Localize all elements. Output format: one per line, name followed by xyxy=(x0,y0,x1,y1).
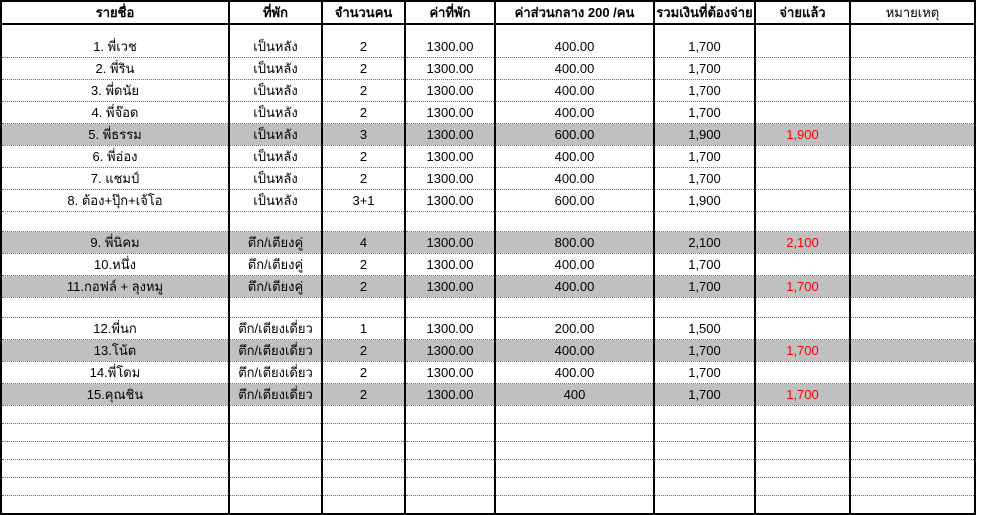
table-row xyxy=(1,124,975,146)
cell-cost[interactable] xyxy=(405,212,495,232)
cell-total[interactable]: 1,700 xyxy=(654,254,755,276)
cell-room[interactable]: เป็นหลัง xyxy=(229,58,322,80)
cell-total[interactable] xyxy=(654,478,755,496)
cell-cost[interactable]: 1300.00 xyxy=(405,58,495,80)
cell-total[interactable] xyxy=(654,442,755,460)
cell-total[interactable] xyxy=(654,496,755,515)
cell-common[interactable] xyxy=(495,212,654,232)
cell-room[interactable] xyxy=(229,496,322,515)
cell-count[interactable]: 2 xyxy=(322,362,405,384)
cell-note[interactable] xyxy=(850,384,975,406)
cell-count[interactable] xyxy=(322,496,405,515)
cell-name[interactable] xyxy=(1,442,229,460)
cell-room[interactable] xyxy=(229,442,322,460)
cell-paid[interactable] xyxy=(755,80,850,102)
cell-count[interactable] xyxy=(322,298,405,318)
cell-note[interactable] xyxy=(850,478,975,496)
blank-row xyxy=(1,24,975,36)
cell-cost[interactable] xyxy=(405,442,495,460)
cell-common[interactable]: 800.00 xyxy=(495,232,654,254)
cell-room[interactable] xyxy=(229,24,322,36)
cell-paid[interactable] xyxy=(755,102,850,124)
cell-common[interactable] xyxy=(495,24,654,36)
table-row xyxy=(1,102,975,124)
cell-total[interactable]: 1,700 xyxy=(654,58,755,80)
cell-total[interactable]: 1,700 xyxy=(654,384,755,406)
cell-count[interactable]: 2 xyxy=(322,340,405,362)
cell-common[interactable]: 400.00 xyxy=(495,276,654,298)
cell-name[interactable]: 7. แชมป์ xyxy=(1,168,229,190)
cell-paid[interactable]: 1,700 xyxy=(755,340,850,362)
table-row xyxy=(1,80,975,102)
cell-cost[interactable]: 1300.00 xyxy=(405,124,495,146)
cell-note[interactable] xyxy=(850,36,975,58)
cell-count[interactable] xyxy=(322,24,405,36)
cell-total[interactable]: 1,700 xyxy=(654,168,755,190)
cell-total[interactable] xyxy=(654,298,755,318)
cell-room[interactable]: เป็นหลัง xyxy=(229,102,322,124)
cell-name[interactable] xyxy=(1,478,229,496)
cell-common[interactable] xyxy=(495,406,654,424)
cell-total[interactable]: 1,700 xyxy=(654,340,755,362)
cell-paid[interactable]: 1,700 xyxy=(755,384,850,406)
table-row xyxy=(1,362,975,384)
cell-paid[interactable]: 1,900 xyxy=(755,124,850,146)
cell-total[interactable]: 1,700 xyxy=(654,276,755,298)
cell-total[interactable]: 1,700 xyxy=(654,146,755,168)
cell-note[interactable] xyxy=(850,442,975,460)
cell-paid[interactable]: 2,100 xyxy=(755,232,850,254)
cell-name[interactable]: 6. พี่อ่อง xyxy=(1,146,229,168)
cell-room[interactable] xyxy=(229,406,322,424)
cell-note[interactable] xyxy=(850,168,975,190)
cell-note[interactable] xyxy=(850,80,975,102)
cell-note[interactable] xyxy=(850,124,975,146)
cell-room[interactable]: ตึก/เตียงเดี่ยว xyxy=(229,340,322,362)
cell-count[interactable] xyxy=(322,424,405,442)
cell-cost[interactable] xyxy=(405,478,495,496)
cell-room[interactable]: ตึก/เตียงเดี่ยว xyxy=(229,318,322,340)
cell-room[interactable]: ตึก/เตียงเดี่ยว xyxy=(229,362,322,384)
cell-total[interactable]: 1,700 xyxy=(654,102,755,124)
cell-total[interactable]: 1,900 xyxy=(654,124,755,146)
cell-paid[interactable] xyxy=(755,424,850,442)
cell-common[interactable]: 200.00 xyxy=(495,318,654,340)
cell-room[interactable]: เป็นหลัง xyxy=(229,36,322,58)
cell-count[interactable] xyxy=(322,442,405,460)
cell-name[interactable] xyxy=(1,496,229,515)
cell-name[interactable]: 11.กอฟล์ + ลุงหมู xyxy=(1,276,229,298)
column-header-name[interactable]: รายชื่อ xyxy=(1,1,229,24)
cell-paid[interactable] xyxy=(755,406,850,424)
cell-room[interactable] xyxy=(229,298,322,318)
cell-room[interactable] xyxy=(229,424,322,442)
cell-count[interactable]: 2 xyxy=(322,36,405,58)
header-row xyxy=(1,1,975,24)
cell-count[interactable] xyxy=(322,212,405,232)
table-row xyxy=(1,168,975,190)
table-row xyxy=(1,146,975,168)
cell-name[interactable]: 13.โน้ต xyxy=(1,340,229,362)
cell-total[interactable]: 1,700 xyxy=(654,36,755,58)
table-row xyxy=(1,276,975,298)
column-header-note[interactable]: หมายเหตุ xyxy=(850,1,975,24)
cell-total[interactable]: 1,500 xyxy=(654,318,755,340)
cell-common[interactable] xyxy=(495,478,654,496)
cell-name[interactable] xyxy=(1,424,229,442)
cell-total[interactable] xyxy=(654,24,755,36)
cell-cost[interactable] xyxy=(405,496,495,515)
cell-count[interactable] xyxy=(322,478,405,496)
cell-common[interactable]: 400.00 xyxy=(495,254,654,276)
cell-common[interactable]: 400.00 xyxy=(495,168,654,190)
cell-count[interactable] xyxy=(322,406,405,424)
cell-note[interactable] xyxy=(850,340,975,362)
cell-name[interactable]: 15.คุณชิน xyxy=(1,384,229,406)
cell-cost[interactable]: 1300.00 xyxy=(405,318,495,340)
cell-name[interactable]: 3. พี่ดนัย xyxy=(1,80,229,102)
cell-paid[interactable] xyxy=(755,190,850,212)
cell-count[interactable]: 4 xyxy=(322,232,405,254)
cell-cost[interactable]: 1300.00 xyxy=(405,102,495,124)
column-header-paid[interactable]: จ่ายแล้ว xyxy=(755,1,850,24)
cell-room[interactable] xyxy=(229,212,322,232)
cell-total[interactable] xyxy=(654,406,755,424)
cell-name[interactable] xyxy=(1,24,229,36)
cell-cost[interactable]: 1300.00 xyxy=(405,254,495,276)
cell-note[interactable] xyxy=(850,190,975,212)
table-row xyxy=(1,190,975,212)
cell-name[interactable]: 2. พี่ริน xyxy=(1,58,229,80)
cell-paid[interactable] xyxy=(755,36,850,58)
cell-common[interactable]: 400.00 xyxy=(495,58,654,80)
cell-common[interactable] xyxy=(495,298,654,318)
cell-paid[interactable]: 1,700 xyxy=(755,276,850,298)
cell-paid[interactable] xyxy=(755,442,850,460)
cell-cost[interactable]: 1300.00 xyxy=(405,340,495,362)
cell-paid[interactable] xyxy=(755,496,850,515)
cell-note[interactable] xyxy=(850,58,975,80)
cell-room[interactable]: ตึก/เตียงคู่ xyxy=(229,276,322,298)
cell-cost[interactable]: 1300.00 xyxy=(405,146,495,168)
blank-row xyxy=(1,212,975,232)
cell-name[interactable] xyxy=(1,298,229,318)
table-row xyxy=(1,384,975,406)
cell-cost[interactable]: 1300.00 xyxy=(405,190,495,212)
cell-note[interactable] xyxy=(850,298,975,318)
cell-count[interactable]: 2 xyxy=(322,102,405,124)
cell-name[interactable]: 8. ต้อง+ปุ๊ก+เจ้โอ xyxy=(1,190,229,212)
cell-common[interactable]: 400.00 xyxy=(495,340,654,362)
column-header-count[interactable]: จำนวนคน xyxy=(322,1,405,24)
cell-paid[interactable] xyxy=(755,58,850,80)
cell-note[interactable] xyxy=(850,232,975,254)
cell-cost[interactable]: 1300.00 xyxy=(405,384,495,406)
cell-name[interactable]: 1. พี่เวช xyxy=(1,36,229,58)
cell-common[interactable]: 400.00 xyxy=(495,102,654,124)
cell-common[interactable]: 400.00 xyxy=(495,362,654,384)
cell-room[interactable]: เป็นหลัง xyxy=(229,146,322,168)
cell-total[interactable]: 1,700 xyxy=(654,80,755,102)
column-header-cost[interactable]: ค่าที่พัก xyxy=(405,1,495,24)
cell-name[interactable]: 12.พี่นก xyxy=(1,318,229,340)
cell-total[interactable] xyxy=(654,424,755,442)
column-header-room[interactable]: ที่พัก xyxy=(229,1,322,24)
blank-row xyxy=(1,442,975,460)
cell-note[interactable] xyxy=(850,496,975,515)
cell-common[interactable]: 400.00 xyxy=(495,80,654,102)
cell-cost[interactable] xyxy=(405,424,495,442)
cell-paid[interactable] xyxy=(755,146,850,168)
cell-room[interactable]: เป็นหลัง xyxy=(229,80,322,102)
cell-name[interactable] xyxy=(1,406,229,424)
cell-count[interactable]: 2 xyxy=(322,384,405,406)
cell-paid[interactable] xyxy=(755,168,850,190)
cell-cost[interactable]: 1300.00 xyxy=(405,362,495,384)
cell-name[interactable]: 5. พี่ธรรม xyxy=(1,124,229,146)
cell-paid[interactable] xyxy=(755,212,850,232)
cell-name[interactable]: 9. พี่นิคม xyxy=(1,232,229,254)
cell-common[interactable]: 600.00 xyxy=(495,124,654,146)
cell-note[interactable] xyxy=(850,424,975,442)
cell-note[interactable] xyxy=(850,102,975,124)
cell-room[interactable]: เป็นหลัง xyxy=(229,190,322,212)
cell-common[interactable]: 400 xyxy=(495,384,654,406)
cell-room[interactable] xyxy=(229,478,322,496)
cell-note[interactable] xyxy=(850,254,975,276)
cell-total[interactable]: 2,100 xyxy=(654,232,755,254)
cell-common[interactable]: 600.00 xyxy=(495,190,654,212)
cell-common[interactable] xyxy=(495,442,654,460)
cell-paid[interactable] xyxy=(755,478,850,496)
cell-count[interactable]: 2 xyxy=(322,80,405,102)
table-row xyxy=(1,36,975,58)
cell-cost[interactable] xyxy=(405,298,495,318)
cell-room[interactable]: เป็นหลัง xyxy=(229,124,322,146)
cell-note[interactable] xyxy=(850,24,975,36)
cell-cost[interactable]: 1300.00 xyxy=(405,168,495,190)
cell-room[interactable]: ตึก/เตียงคู่ xyxy=(229,232,322,254)
cell-paid[interactable] xyxy=(755,318,850,340)
column-header-total[interactable]: รวมเงินที่ต้องจ่าย xyxy=(654,1,755,24)
table-row xyxy=(1,318,975,340)
cell-total[interactable]: 1,700 xyxy=(654,362,755,384)
cell-note[interactable] xyxy=(850,318,975,340)
cell-count[interactable]: 2 xyxy=(322,254,405,276)
cell-total[interactable] xyxy=(654,212,755,232)
cell-count[interactable]: 2 xyxy=(322,168,405,190)
cell-cost[interactable]: 1300.00 xyxy=(405,80,495,102)
cell-name[interactable]: 10.หนึ่ง xyxy=(1,254,229,276)
column-header-common[interactable]: ค่าส่วนกลาง 200 /คน xyxy=(495,1,654,24)
cell-paid[interactable] xyxy=(755,24,850,36)
blank-row xyxy=(1,478,975,496)
cell-room[interactable]: ตึก/เตียงเดี่ยว xyxy=(229,384,322,406)
table-row xyxy=(1,58,975,80)
cell-note[interactable] xyxy=(850,406,975,424)
cell-count[interactable]: 2 xyxy=(322,276,405,298)
cell-name[interactable]: 4. พี่จ๊อด xyxy=(1,102,229,124)
cell-common[interactable] xyxy=(495,424,654,442)
cell-paid[interactable] xyxy=(755,362,850,384)
cell-count[interactable]: 3+1 xyxy=(322,190,405,212)
cell-total[interactable]: 1,900 xyxy=(654,190,755,212)
blank-row xyxy=(1,298,975,318)
blank-row xyxy=(1,496,975,515)
cell-paid[interactable] xyxy=(755,254,850,276)
table-body xyxy=(1,24,975,514)
blank-row xyxy=(1,406,975,424)
cell-cost[interactable]: 1300.00 xyxy=(405,232,495,254)
cell-room[interactable]: เป็นหลัง xyxy=(229,168,322,190)
cell-room[interactable]: ตึก/เตียงคู่ xyxy=(229,254,322,276)
table-row xyxy=(1,232,975,254)
cell-common[interactable]: 400.00 xyxy=(495,36,654,58)
cell-note[interactable] xyxy=(850,146,975,168)
table-row xyxy=(1,254,975,276)
cell-count[interactable]: 1 xyxy=(322,318,405,340)
blank-row xyxy=(1,424,975,442)
table-row xyxy=(1,340,975,362)
cell-cost[interactable]: 1300.00 xyxy=(405,276,495,298)
cell-common[interactable]: 400.00 xyxy=(495,146,654,168)
cell-name[interactable]: 14.พี่โดม xyxy=(1,362,229,384)
cell-common[interactable] xyxy=(495,496,654,515)
cell-note[interactable] xyxy=(850,362,975,384)
cell-cost[interactable] xyxy=(405,24,495,36)
cell-count[interactable]: 2 xyxy=(322,146,405,168)
cell-count[interactable]: 3 xyxy=(322,124,405,146)
cell-name[interactable] xyxy=(1,212,229,232)
cell-paid[interactable] xyxy=(755,298,850,318)
cell-count[interactable]: 2 xyxy=(322,58,405,80)
cell-note[interactable] xyxy=(850,276,975,298)
cell-note[interactable] xyxy=(850,212,975,232)
cell-cost[interactable]: 1300.00 xyxy=(405,36,495,58)
cell-cost[interactable] xyxy=(405,406,495,424)
